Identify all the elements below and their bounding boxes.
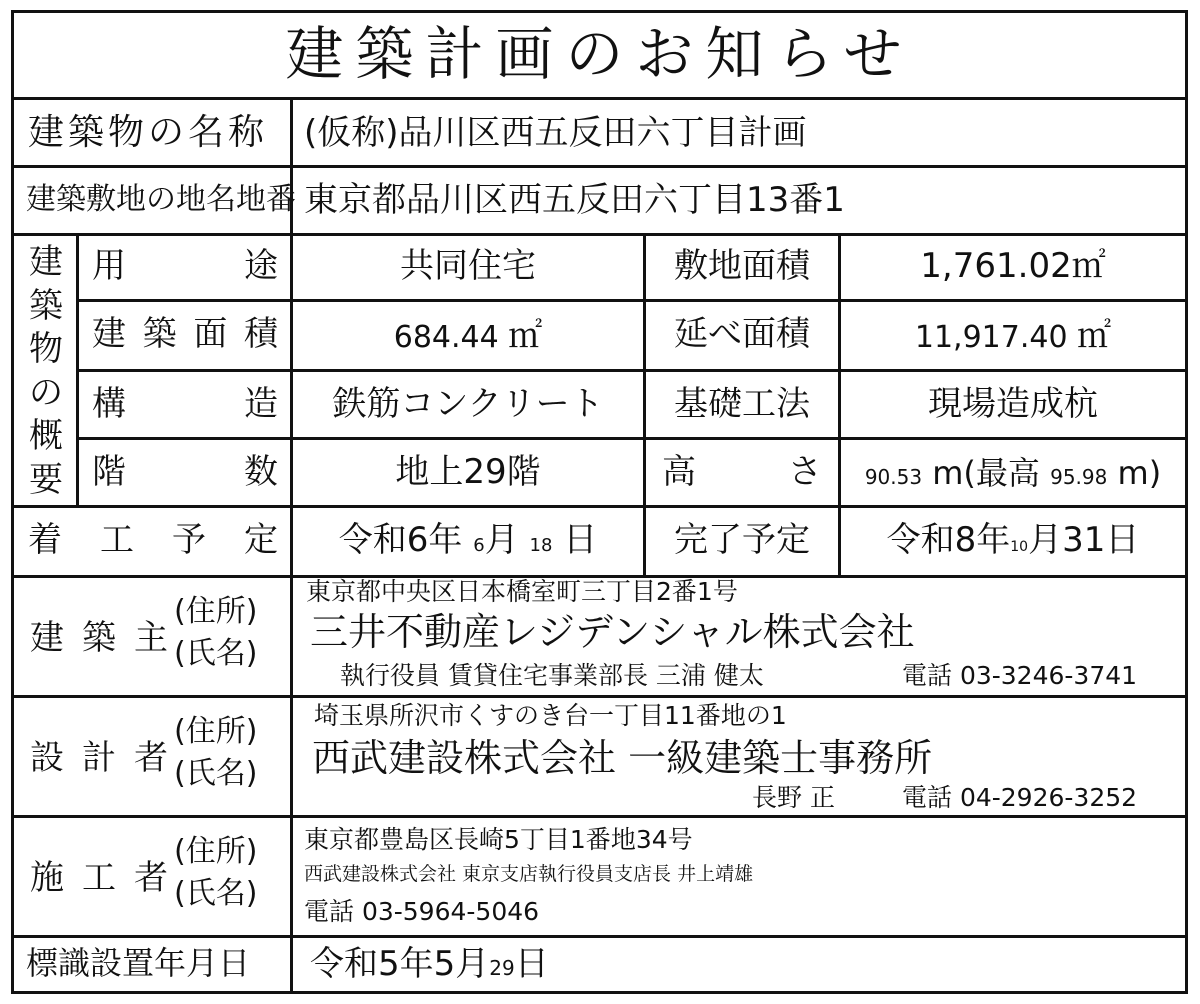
- building-area-value: [293, 316, 643, 356]
- designer-label: [30, 738, 168, 778]
- rule: [14, 165, 1185, 168]
- max-height-suffix: m): [1117, 454, 1162, 492]
- address-tag: (住所): [174, 714, 258, 749]
- owner-name: 三井不動産レジデンシャル株式会社: [310, 610, 915, 654]
- site-area-label: 敷地面積: [674, 246, 810, 286]
- unit: ㎡: [1077, 316, 1112, 356]
- label-char: 者: [134, 858, 168, 898]
- owner-phone: 電話 03-3246-3741: [902, 661, 1138, 690]
- site-area-number: 1,761.02: [920, 246, 1072, 286]
- label-char: 設: [30, 738, 64, 778]
- overview-label-char: 概: [29, 416, 63, 457]
- owner-person: 執行役員 賃貸住宅事業部長 三浦 健太: [340, 661, 764, 690]
- building-area-label: [92, 314, 278, 354]
- sign-date-value: [310, 944, 549, 984]
- completion-day: 31: [1062, 520, 1106, 560]
- owner-address: 東京都中央区日本橋室町三丁目2番1号: [306, 577, 738, 606]
- building-name-label: 建築物の名称: [28, 112, 269, 153]
- label-char: 積: [243, 314, 278, 354]
- label-char: 面: [193, 314, 228, 354]
- use-label: [92, 246, 278, 286]
- start-day-unit: 日: [563, 520, 598, 560]
- label-char: 建: [30, 618, 64, 658]
- designer-phone: 電話 04-2926-3252: [902, 783, 1138, 812]
- sign-date-day-unit: 日: [514, 944, 549, 984]
- completion-value: [841, 520, 1185, 560]
- sign-date-label: 標識設置年月日: [26, 944, 251, 982]
- total-floor-area-value: [841, 316, 1185, 356]
- site-address-value: 東京都品川区西五反田六丁目13番1: [304, 180, 845, 220]
- label-char: 構: [92, 384, 126, 424]
- total-floor-area-label: 延べ面積: [674, 314, 810, 354]
- start-month: 6: [473, 535, 485, 556]
- rule: [14, 695, 1185, 698]
- label-char: 主: [134, 618, 168, 658]
- label-char: 計: [82, 738, 116, 778]
- building-area-number: 684.44: [393, 320, 499, 355]
- building-name-value: (仮称)品川区西五反田六丁目計画: [304, 113, 807, 153]
- page-title: 建築計画のお知らせ: [285, 20, 914, 88]
- rule: [76, 437, 1185, 440]
- site-address-label: 建築敷地の地名地番: [26, 182, 296, 217]
- completion-month: 10: [1010, 539, 1029, 555]
- label-char: 用: [92, 246, 126, 286]
- overview-label-char: の: [29, 372, 63, 413]
- rule: [76, 233, 79, 505]
- label-char: 築: [142, 314, 177, 354]
- designer-person: 長野 正: [752, 783, 835, 812]
- total-floor-area-number: 11,917.40: [914, 320, 1068, 355]
- completion-label: 完了予定: [674, 520, 810, 560]
- label-char: 工: [82, 858, 116, 898]
- use-value: 共同住宅: [400, 246, 536, 286]
- contractor-phone: 電話 03-5964-5046: [304, 897, 540, 926]
- label-char: 着: [28, 520, 62, 560]
- designer-address: 埼玉県所沢市くすのき台一丁目11番地の1: [314, 701, 787, 730]
- completion-year: 令和8年: [886, 520, 1011, 560]
- rule: [14, 935, 1185, 938]
- sign-date-prefix: 令和5年5月: [310, 944, 490, 984]
- site-area-value: [841, 246, 1185, 286]
- start-month-unit: 月: [484, 520, 519, 560]
- rule: [76, 299, 1185, 302]
- label-char: 者: [134, 738, 168, 778]
- label-char: さ: [788, 452, 822, 492]
- rule: [14, 233, 1185, 236]
- unit: ㎡: [1071, 246, 1106, 286]
- start-value: [293, 520, 643, 560]
- name-tag: (氏名): [174, 876, 258, 911]
- rule: [76, 369, 1185, 372]
- overview-label: [18, 242, 74, 500]
- unit: ㎡: [508, 316, 543, 356]
- height-number: 90.53: [864, 465, 923, 489]
- label-char: 予: [172, 520, 206, 560]
- start-year: 令和6年: [338, 520, 463, 560]
- start-day: 18: [529, 535, 553, 556]
- start-label: [28, 520, 278, 560]
- rule: [14, 991, 1185, 994]
- label-char: 階: [92, 452, 126, 492]
- rule: [14, 815, 1185, 818]
- designer-name: 西武建設株式会社 一級建築士事務所: [312, 736, 933, 780]
- rule: [14, 505, 1185, 508]
- completion-day-unit: 日: [1105, 520, 1140, 560]
- name-tag: (氏名): [174, 756, 258, 791]
- unit: m: [932, 454, 964, 492]
- height-label: [662, 452, 822, 492]
- structure-value: 鉄筋コンクリート: [332, 384, 604, 424]
- height-value: [844, 454, 1182, 492]
- overview-label-char: 物: [29, 329, 63, 370]
- completion-month-unit: 月: [1028, 520, 1063, 560]
- max-height-prefix: (最高: [963, 454, 1040, 492]
- overview-label-char: 要: [29, 459, 63, 500]
- contractor-name: 西武建設株式会社 東京支店執行役員支店長 井上靖雄: [304, 863, 754, 885]
- max-height-number: 95.98: [1050, 465, 1108, 489]
- address-tag: (住所): [174, 594, 258, 629]
- contractor-label: [30, 858, 168, 898]
- overview-label-char: 築: [29, 285, 63, 326]
- contractor-address: 東京都豊島区長崎5丁目1番地34号: [304, 825, 693, 854]
- label-char: 定: [244, 520, 278, 560]
- label-char: 数: [244, 452, 278, 492]
- label-char: 工: [100, 520, 134, 560]
- overview-label-char: 建: [29, 242, 63, 282]
- floors-label: [92, 452, 278, 492]
- label-char: 造: [244, 384, 278, 424]
- label-char: 築: [82, 618, 116, 658]
- sign-date-day: 29: [489, 956, 515, 980]
- foundation-value: 現場造成杭: [928, 384, 1098, 424]
- rule: [14, 97, 1185, 100]
- name-tag: (氏名): [174, 636, 258, 671]
- label-char: 途: [244, 246, 278, 286]
- foundation-label: 基礎工法: [674, 384, 810, 424]
- label-char: 建: [92, 314, 126, 354]
- address-tag: (住所): [174, 834, 258, 869]
- notice-board: [11, 10, 1188, 994]
- label-char: 施: [30, 858, 64, 898]
- structure-label: [92, 384, 278, 424]
- floors-value: 地上29階: [395, 452, 541, 492]
- owner-label: [30, 618, 168, 658]
- label-char: 高: [662, 452, 696, 492]
